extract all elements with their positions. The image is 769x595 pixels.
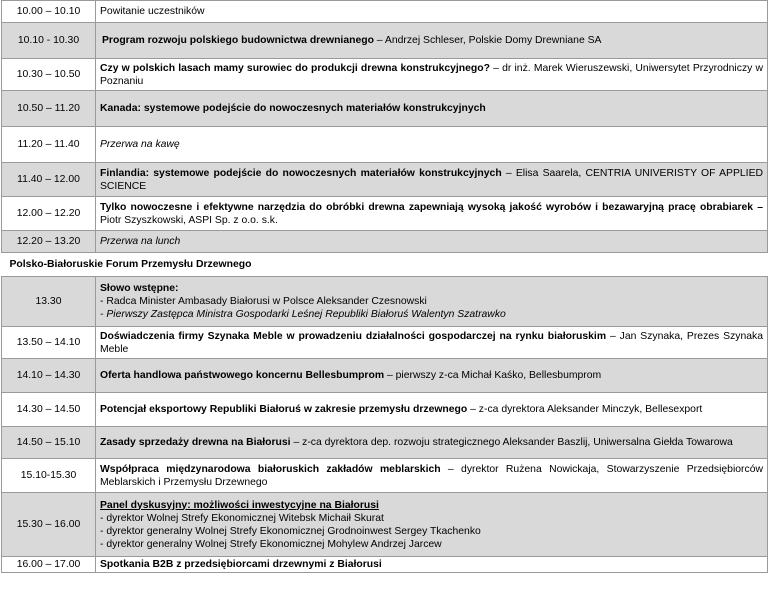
desc-cell [96,557,768,573]
time-cell: 15.10-15.30 [2,459,96,493]
desc-cell [96,427,768,459]
item-title: Tylko nowoczesne i efektywne narzędzia do obróbki drewna zapewniają wysoką jakość wyrobów i bezawaryjną pracę obrabiarek – [100,201,763,213]
speaker-line: - Radca Minister Ambasady Białorusi w Polsce Aleksander Czesnowski [100,296,427,307]
item-title: Finlandia: systemowe podejście do nowoczesnych materiałów konstrukcyjnych [100,167,502,179]
desc-cell [96,277,768,327]
agenda-row [2,327,768,359]
item-speaker: Piotr Szyszkowski, ASPI Sp. z o.o. s.k. [100,214,278,226]
desc-cell [96,493,768,557]
agenda-row [2,23,768,59]
time-cell: 14.50 – 15.10 [2,427,96,459]
desc-cell [96,59,768,91]
agenda-row [2,393,768,427]
agenda-row [2,91,768,127]
item-speaker: – pierwszy z-ca Michał Kaśko, Bellesbumprom [384,370,602,381]
item-title: Program rozwoju polskiego budownictwa drewnianego [102,35,374,46]
desc-cell [96,91,768,127]
desc-cell [96,231,768,253]
time-cell: 13.50 – 14.10 [2,327,96,359]
speaker-line: - dyrektor Wolnej Strefy Ekonomicznej Witebsk Michaił Skurat [100,512,384,524]
time-cell: 14.30 – 14.50 [2,393,96,427]
time-cell: 11.20 – 11.40 [2,127,96,163]
agenda-row [2,1,768,23]
item-title: Kanada: systemowe podejście do nowoczesnych materiałów konstrukcyjnych [100,103,486,114]
agenda-table [1,0,768,573]
section-header-row [2,253,768,277]
item-speaker: – dr inż. Marek Wieruszewski, Uniwersytet Przyrodniczy w Poznaniu [100,62,763,87]
agenda-row [2,493,768,557]
desc-cell [96,127,768,163]
item-title-underlined: Panel dyskusyjny: możliwości inwestycyjne na Białorusi [100,499,379,511]
item-title [100,499,763,512]
desc-cell [96,327,768,359]
agenda-row [2,231,768,253]
agenda-row [2,197,768,231]
item-break: Przerwa na lunch [100,236,181,247]
item-break: Przerwa na kawę [100,139,180,150]
desc-cell [96,197,768,231]
section-title: Polsko-Białoruskie Forum Przemysłu Drzewnego [2,253,768,277]
desc-cell [96,359,768,393]
agenda-row [2,59,768,91]
speaker-line: - dyrektor generalny Wolnej Strefy Ekonomicznej Mohylew Andrzej Jarcew [100,538,442,550]
time-cell: 14.10 – 14.30 [2,359,96,393]
item-title: Spotkania B2B z przedsiębiorcami drzewnymi z Białorusi [100,559,382,570]
item-speaker: – Elisa Saarela, CENTRIA UNIVERISTY OF APPLIED SCIENCE [100,167,763,192]
desc-cell [96,393,768,427]
time-cell: 10.50 – 11.20 [2,91,96,127]
agenda-row [2,427,768,459]
desc-cell [96,1,768,23]
agenda-row [2,359,768,393]
time-cell: 12.00 – 12.20 [2,197,96,231]
item-title: Zasady sprzedaży drewna na Białorusi [100,437,291,448]
time-cell: 15.30 – 16.00 [2,493,96,557]
time-cell: 16.00 – 17.00 [2,557,96,573]
item-text: Powitanie uczestników [100,6,205,17]
agenda-row [2,459,768,493]
time-cell: 10.10 - 10.30 [2,23,96,59]
item-title: Potencjał eksportowy Republiki Białoruś w zakresie przemysłu drzewnego [100,404,468,415]
item-speaker: – Jan Szynaka, Prezes Szynaka Meble [100,330,763,355]
item-title: Czy w polskich lasach mamy surowiec do produkcji drewna konstrukcyjnego? [100,62,490,74]
agenda-row [2,163,768,197]
time-cell: 11.40 – 12.00 [2,163,96,197]
time-cell: 10.00 – 10.10 [2,1,96,23]
speaker-line: - Pierwszy Zastępca Ministra Gospodarki Leśnej Republiki Białoruś Walentyn Szatrawko [100,309,506,320]
item-title: Współpraca międzynarodowa białoruskich zakładów meblarskich [100,463,441,475]
item-speaker: – dyrektor Rużena Nowickaja, Stowarzyszenie Przedsiębiorców Meblarskich i Przemysłu Drzewnego [100,463,763,488]
item-title: Oferta handlowa państwowego koncernu Bellesbumprom [100,370,385,381]
item-speaker: – Andrzej Schleser, Polskie Domy Drewniane SA [373,35,602,46]
time-cell: 12.20 – 13.20 [2,231,96,253]
agenda-row [2,277,768,327]
desc-cell [96,23,768,59]
item-speaker: – z-ca dyrektora Aleksander Minczyk, Bellesexport [467,404,703,415]
time-cell: 13.30 [2,277,96,327]
agenda-row [2,557,768,573]
speaker-line: - dyrektor generalny Wolnej Strefy Ekonomicznej Grodnoinwest Sergey Tkachenko [100,525,481,537]
time-cell: 10.30 – 10.50 [2,59,96,91]
item-title: Doświadczenia firmy Szynaka Meble w prowadzeniu działalności gospodarczej na rynku białoruskim [100,330,607,342]
desc-cell [96,459,768,493]
agenda-row [2,127,768,163]
item-title: Słowo wstępne: [100,283,179,294]
desc-cell [96,163,768,197]
item-speaker: – z-ca dyrektora dep. rozwoju strategicznego Aleksander Baszlij, Uniwersalna Giełda Towarowa [290,437,733,448]
